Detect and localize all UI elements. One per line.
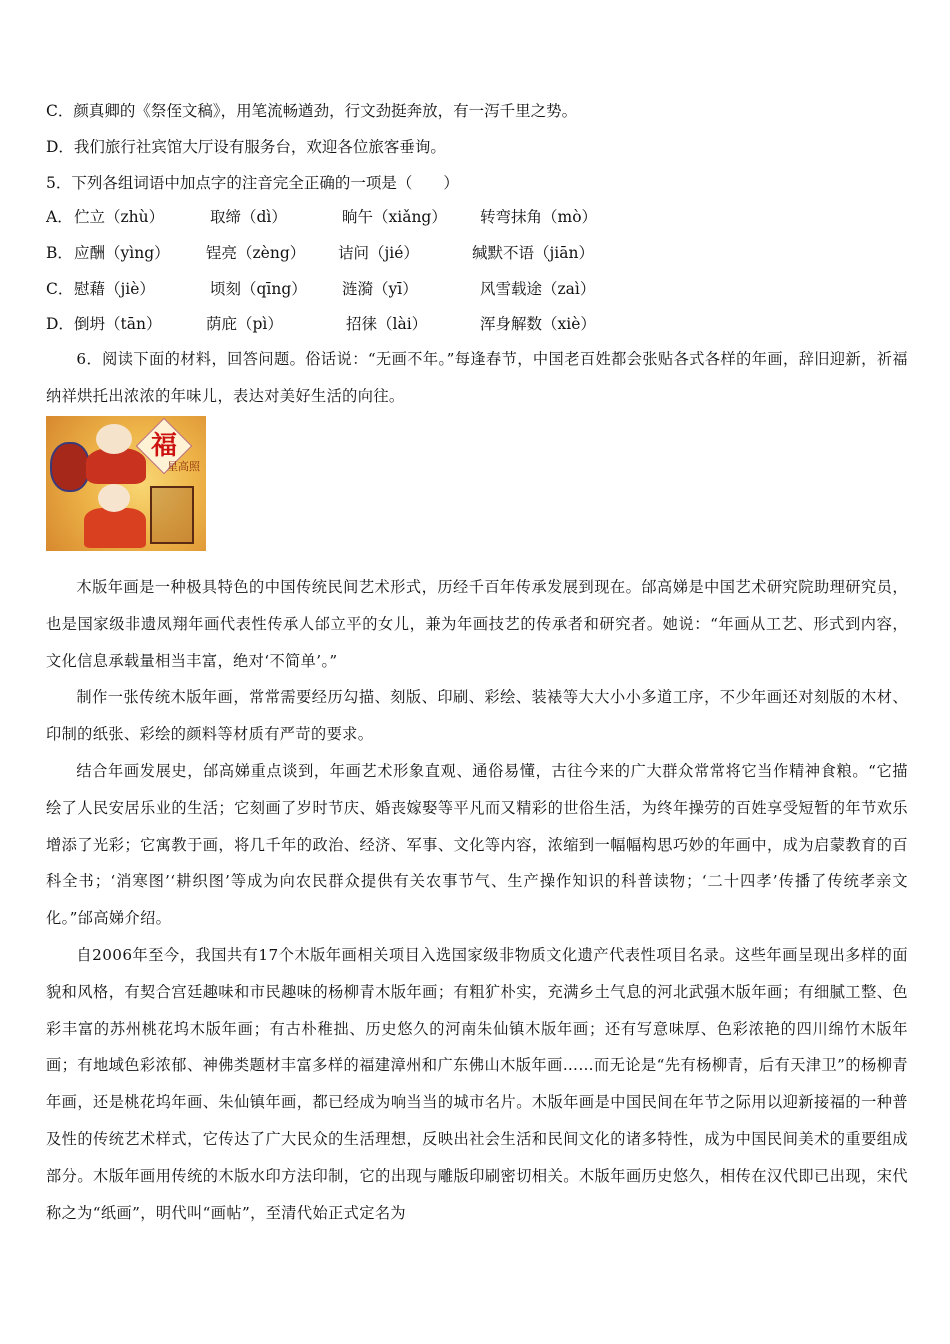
question-6-text: 6．阅读下面的材料，回答问题。俗话说：“无画不年。”每逢春节，中国老百姓都会张贴各式各样的年画，辞旧迎新，祈福纳祥烘托出浓浓的年味儿，表达对美好生活的向往。 <box>46 350 908 405</box>
paragraph: 制作一张传统木版年画，常常需要经历勾描、刻版、印刷、彩绘、装裱等大大小小多道工序，不少年画还对刻版的木材、印制的纸张、彩绘的颜料等材质有严苛的要求。 <box>46 688 908 744</box>
option-item: 荫庇（pì） <box>206 315 283 333</box>
cart-shape <box>150 486 194 544</box>
painting-caption: 星高照 <box>167 460 200 473</box>
new-year-painting-image <box>46 416 206 551</box>
option-label: A． <box>46 208 73 226</box>
fu-character: 福 <box>150 431 177 461</box>
paragraph: 结合年画发展史，邰高娣重点谈到，年画艺术形象直观、通俗易懂，古往今来的广大群众常常将它当作精神食粮。“它描绘了人民安居乐业的生活；它刻画了岁时节庆、婚丧嫁娶等平凡而又精彩的世俗生活，为终年操劳的百姓享受短暂的年节欢乐增添了光彩；它寓教于画，将几千年的政治、经济、军事、文化等内容，浓缩到一幅幅构思巧妙的年画中，成为启蒙教育的百科全书；‘消寒图’‘耕织图’等成为向农民群众提供有关农事节气、生产操作知识的科普读物；‘二十四孝’传播了传统孝亲文化。”邰高娣介绍。 <box>46 761 909 928</box>
question-6 <box>46 341 908 415</box>
option-c-line: C．颜真卿的《祭侄文稿》，用笔流畅遒劲，行文劲挺奔放，有一泻千里之势。 <box>46 102 578 120</box>
option-label: C． <box>46 280 74 298</box>
option-item: 涟漪（yī） <box>342 280 418 298</box>
option-item: 取缔（dì） <box>210 208 287 226</box>
lantern-shape <box>50 442 90 492</box>
option-item: 转弯抹角（mò） <box>480 208 598 226</box>
option-item: 倒坍（tān） <box>74 315 162 333</box>
figure-head <box>98 484 130 512</box>
option-item: 浑身解数（xiè） <box>480 315 596 333</box>
figure-body <box>84 508 146 548</box>
paragraph: 自2006年至今，我国共有17个木版年画相关项目入选国家级非物质文化遗产代表性项目名录。这些年画呈现出多样的面貌和风格，有契合宫廷趣味和市民趣味的杨柳青木版年画；有粗犷朴实，充满乡土气息的河北武强木版年画；有细腻工整、色彩丰富的苏州桃花坞木版年画；有古朴稚拙、历史悠久的河南朱仙镇木版年画；还有写意味厚、色彩浓艳的四川绵竹木版年画；有地域色彩浓郁、神佛类题材丰富多样的福建漳州和广东佛山木版年画……而无论是“先有杨柳青，后有天津卫”的杨柳青年画，还是桃花坞年画、朱仙镇年画，都已经成为响当当的城市名片。木版年画是中国民间在年节之际用以迎新接福的一种普及性的传统艺术样式，它传达了广大民众的生活理想，反映出社会生活和民间文化的诸多特性，成为中国民间美术的重要组成部分。木版年画用传统的木版水印方法印制，它的出现与雕版印刷密切相关。木版年画历史悠久，相传在汉代即已出现，宋代称之为“纸画”，明代叫“画帖”，至清代始正式定名为 <box>46 945 908 1222</box>
option-item: 风雪载途（zaì） <box>480 280 596 298</box>
option-item: 缄默不语（jiān） <box>472 244 594 262</box>
option-item: 晌午（xiǎng） <box>342 208 447 226</box>
paragraph: 木版年画是一种极具特色的中国传统民间艺术形式，历经千百年传承发展到现在。邰高娣是中国艺术研究院助理研究员，也是国家级非遗凤翔年画代表性传承人邰立平的女儿，兼为年画技艺的传承者和研究者。她说：“年画从工艺、形式到内容，文化信息承载量相当丰富，绝对‘不简单’。” <box>46 578 908 670</box>
article-body <box>46 569 908 1231</box>
option-item: 招徕（lài） <box>346 315 428 333</box>
option-d-line: D．我们旅行社宾馆大厅设有服务台，欢迎各位旅客垂询。 <box>46 138 446 156</box>
figure-head <box>96 424 132 454</box>
option-item: 锃亮（zèng） <box>206 244 306 262</box>
option-label: D． <box>46 315 74 333</box>
option-label: B． <box>46 244 73 262</box>
option-item: 伫立（zhù） <box>74 208 165 226</box>
question-5: 5．下列各组词语中加点字的注音完全正确的一项是（ ） <box>46 174 459 192</box>
option-item: 应酬（yìng） <box>74 244 170 262</box>
option-item: 顷刻（qīng） <box>210 280 307 298</box>
option-item: 诘问（jié） <box>338 244 419 262</box>
option-item: 慰藉（jiè） <box>74 280 155 298</box>
